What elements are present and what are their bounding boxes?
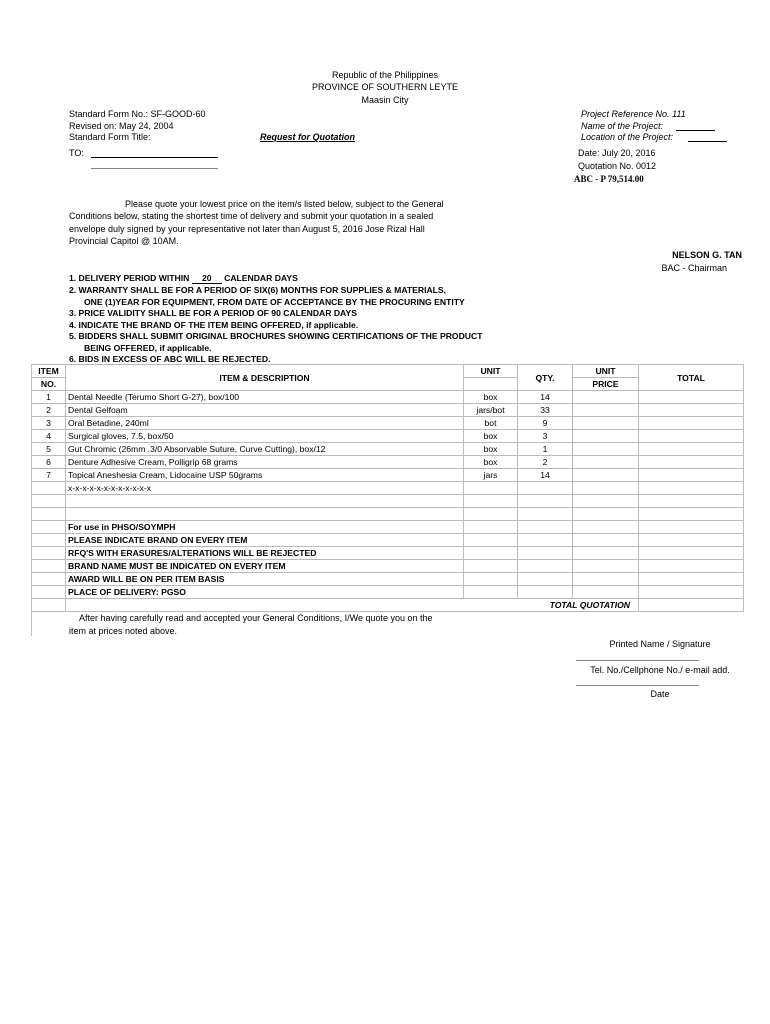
end-marker: x-x-x-x-x-x-x-x-x-x-x-x <box>66 482 464 495</box>
note-brand-name: BRAND NAME MUST BE INDICATED ON EVERY ITEM <box>66 560 464 573</box>
item-unit-price[interactable] <box>573 417 639 430</box>
item-qty: 14 <box>518 391 573 404</box>
item-unit: jars <box>464 469 518 482</box>
table-row-note <box>32 521 744 534</box>
table-row-note <box>32 573 744 586</box>
item-qty: 3 <box>518 430 573 443</box>
item-total[interactable] <box>639 430 744 443</box>
item-desc: Gut Chromic (26mm .3/0 Absorvable Suture, Curve Cutting), box/12 <box>66 443 464 456</box>
abc-amount: ABC - P 79,514.00 <box>574 174 644 184</box>
item-qty: 9 <box>518 417 573 430</box>
table-row <box>32 456 744 469</box>
quotation-no: Quotation No. 0012 <box>578 161 657 171</box>
project-reference: Project Reference No. 111 <box>581 109 686 119</box>
condition-1-days: 20 <box>192 274 222 284</box>
date-line[interactable] <box>576 685 699 686</box>
item-unit-price[interactable] <box>573 430 639 443</box>
item-qty: 14 <box>518 469 573 482</box>
header-total: TOTAL <box>639 365 744 391</box>
intro-line-3: envelope duly signed by your representative not later than August 5, 2016 Jose Rizal Hall <box>69 224 425 234</box>
project-location-line <box>688 141 727 142</box>
to-line-2 <box>91 168 218 169</box>
condition-2b: ONE (1)YEAR FOR EQUIPMENT, FROM DATE OF ACCEPTANCE BY THE PROCURING ENTITY <box>84 297 465 307</box>
table-row-note <box>32 534 744 547</box>
footer-line-1: After having carefully read and accepted your General Conditions, I/We quote you on the <box>79 613 433 623</box>
condition-1-suffix: CALENDAR DAYS <box>224 273 298 283</box>
item-no: 7 <box>32 469 66 482</box>
form-title: Request for Quotation <box>260 132 355 142</box>
revised-on: Revised on: May 24, 2004 <box>69 121 174 131</box>
item-total[interactable] <box>639 417 744 430</box>
intro-line-1: Please quote your lowest price on the item/s listed below, subject to the General <box>125 199 444 209</box>
item-desc: Surgical gloves, 7.5, box/50 <box>66 430 464 443</box>
total-quotation-label: TOTAL QUOTATION <box>66 599 639 612</box>
header-qty: QTY. <box>518 365 573 391</box>
item-unit: box <box>464 391 518 404</box>
table-row <box>32 391 744 404</box>
table-row-blank <box>32 508 744 521</box>
note-use: For use in PHSO/SOYMPH <box>66 521 464 534</box>
total-quotation-value[interactable] <box>639 599 744 612</box>
item-no: 2 <box>32 404 66 417</box>
table-row-note <box>32 560 744 573</box>
items-table <box>31 364 744 612</box>
table-row <box>32 443 744 456</box>
note-erasures: RFQ'S WITH ERASURES/ALTERATIONS WILL BE REJECTED <box>66 547 464 560</box>
table-row <box>32 469 744 482</box>
item-no: 6 <box>32 456 66 469</box>
item-desc: Topical Aneshesia Cream, Lidocaine USP 50grams <box>66 469 464 482</box>
header-item-no-b: NO. <box>32 378 66 391</box>
item-unit-price[interactable] <box>573 391 639 404</box>
condition-1-prefix: 1. DELIVERY PERIOD WITHIN <box>69 273 190 283</box>
to-line-1 <box>91 157 218 158</box>
header-unit: UNIT <box>464 365 518 378</box>
project-name-label: Name of the Project: <box>581 121 664 131</box>
item-total[interactable] <box>639 391 744 404</box>
header-description: ITEM & DESCRIPTION <box>66 365 464 391</box>
margin-line <box>31 610 32 636</box>
item-no: 1 <box>32 391 66 404</box>
table-row <box>32 430 744 443</box>
item-no: 5 <box>32 443 66 456</box>
item-unit-price[interactable] <box>573 469 639 482</box>
item-total[interactable] <box>639 469 744 482</box>
to-label: TO: <box>69 148 84 158</box>
project-location-label: Location of the Project: <box>581 132 674 142</box>
table-row-note <box>32 547 744 560</box>
header-city: Maasin City <box>361 95 409 105</box>
item-total[interactable] <box>639 456 744 469</box>
project-name-line <box>676 130 715 131</box>
condition-4: 4. INDICATE THE BRAND OF THE ITEM BEING OFFERED, if applicable. <box>69 320 359 330</box>
header-unit-blank <box>464 378 518 391</box>
condition-6: 6. BIDS IN EXCESS OF ABC WILL BE REJECTED. <box>69 354 271 364</box>
item-desc: Denture Adhesive Cream, Polligrip 68 grams <box>66 456 464 469</box>
table-row-total <box>32 599 744 612</box>
table-row <box>32 417 744 430</box>
tel-label: Tel. No./Cellphone No./ e-mail add. <box>590 665 730 675</box>
condition-5b: BEING OFFERED, if applicable. <box>84 343 212 353</box>
item-unit: box <box>464 456 518 469</box>
header-item-no-a: ITEM <box>32 365 66 378</box>
item-total[interactable] <box>639 404 744 417</box>
item-total[interactable] <box>639 443 744 456</box>
note-award: AWARD WILL BE ON PER ITEM BASIS <box>66 573 464 586</box>
item-qty: 1 <box>518 443 573 456</box>
item-desc: Dental Gelfoam <box>66 404 464 417</box>
header-province: PROVINCE OF SOUTHERN LEYTE <box>311 82 459 92</box>
item-qty: 33 <box>518 404 573 417</box>
intro-line-4: Provincial Capitol @ 10AM. <box>69 236 179 246</box>
condition-5a: 5. BIDDERS SHALL SUBMIT ORIGINAL BROCHURES SHOWING CERTIFICATIONS OF THE PRODUCT <box>69 331 483 341</box>
condition-2a: 2. WARRANTY SHALL BE FOR A PERIOD OF SIX(6) MONTHS FOR SUPPLIES & MATERIALS, <box>69 285 447 295</box>
item-no: 4 <box>32 430 66 443</box>
intro-line-2: Conditions below, stating the shortest time of delivery and submit your quotation in a sealed <box>69 211 434 221</box>
table-row-blank <box>32 495 744 508</box>
note-delivery: PLACE OF DELIVERY: PGSO <box>66 586 464 599</box>
item-no: 3 <box>32 417 66 430</box>
chairman-name: NELSON G. TAN <box>672 250 742 260</box>
item-desc: Oral Betadine, 240ml <box>66 417 464 430</box>
standard-form-no: Standard Form No.: SF-GOOD-60 <box>69 109 206 119</box>
tel-line[interactable] <box>576 660 699 661</box>
item-qty: 2 <box>518 456 573 469</box>
item-unit: box <box>464 443 518 456</box>
item-unit-price[interactable] <box>573 404 639 417</box>
item-desc: Dental Needle (Terumo Short G-27), box/100 <box>66 391 464 404</box>
header-unit-price-b: PRICE <box>573 378 639 391</box>
note-brand: PLEASE INDICATE BRAND ON EVERY ITEM <box>66 534 464 547</box>
quotation-date: Date: July 20, 2016 <box>578 148 656 158</box>
table-row <box>32 404 744 417</box>
item-unit-price[interactable] <box>573 443 639 456</box>
header-country: Republic of the Philippines <box>331 70 439 80</box>
table-row-note <box>32 586 744 599</box>
footer-line-2: item at prices noted above. <box>69 626 178 636</box>
standard-form-title-label: Standard Form Title: <box>69 132 151 142</box>
chairman-title: BAC - Chairman <box>661 263 727 273</box>
condition-1 <box>69 273 298 284</box>
item-unit: box <box>464 430 518 443</box>
item-unit-price[interactable] <box>573 456 639 469</box>
item-unit: bot <box>464 417 518 430</box>
condition-3: 3. PRICE VALIDITY SHALL BE FOR A PERIOD OF 90 CALENDAR DAYS <box>69 308 357 318</box>
item-unit: jars/bot <box>464 404 518 417</box>
table-row-end-marker <box>32 482 744 495</box>
printed-name-label: Printed Name / Signature <box>609 639 711 649</box>
date-label: Date <box>650 689 670 699</box>
header-unit-price-a: UNIT <box>573 365 639 378</box>
